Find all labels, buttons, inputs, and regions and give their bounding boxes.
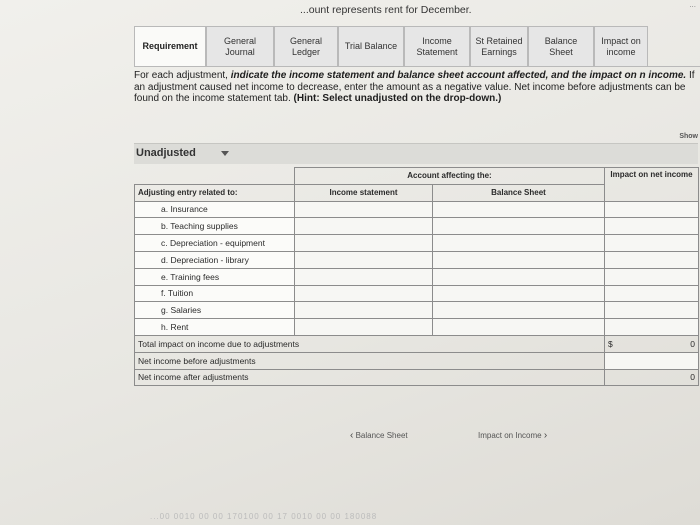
tab-trial-balance[interactable]: Trial Balance	[338, 26, 404, 66]
before-row	[135, 352, 699, 369]
impact-input[interactable]	[605, 319, 699, 336]
chevron-left-icon: ‹	[350, 430, 354, 441]
after-label: Net income after adjustments	[135, 369, 605, 386]
header-caption: ...ount represents rent for December.	[300, 4, 472, 16]
balance-account-select[interactable]	[433, 235, 605, 252]
impact-input[interactable]	[605, 268, 699, 285]
prev-tab-label: Balance Sheet	[355, 431, 408, 440]
view-dropdown[interactable]	[134, 143, 698, 164]
after-value: 0	[687, 369, 699, 386]
impact-input[interactable]	[605, 201, 699, 218]
before-label: Net income before adjustments	[135, 352, 605, 369]
impact-input[interactable]	[605, 285, 699, 302]
entry-label: a. Insurance	[135, 201, 295, 218]
income-account-select[interactable]	[295, 251, 433, 268]
instructions-hint: (Hint: Select unadjusted on the drop-down.)	[293, 93, 502, 104]
total-currency: $	[605, 335, 687, 352]
tab-requirement[interactable]: Requirement	[134, 26, 206, 66]
tab-st-retained-earnings[interactable]: St Retained Earnings	[470, 26, 528, 66]
col-impact-header: Impact on net income	[605, 168, 699, 202]
balance-account-select[interactable]	[433, 201, 605, 218]
table-row	[135, 218, 699, 235]
impact-input[interactable]	[605, 251, 699, 268]
instructions-lead: For each adjustment,	[134, 70, 231, 81]
entry-label: d. Depreciation - library	[135, 251, 295, 268]
table-row	[135, 201, 699, 218]
table-row	[135, 302, 699, 319]
chevron-down-icon[interactable]	[221, 151, 229, 156]
tab-general-ledger[interactable]: General Ledger	[274, 26, 338, 66]
adjustment-table	[134, 167, 699, 386]
income-account-select[interactable]	[295, 268, 433, 285]
total-value: 0	[687, 335, 699, 352]
income-account-select[interactable]	[295, 285, 433, 302]
balance-account-select[interactable]	[433, 302, 605, 319]
next-tab-label: Impact on Income	[478, 431, 542, 440]
balance-account-select[interactable]	[433, 285, 605, 302]
show-link[interactable]: Show	[679, 133, 698, 140]
chevron-right-icon: ›	[543, 430, 548, 441]
col-balance-header: Balance Sheet	[433, 184, 605, 201]
table-row	[135, 285, 699, 302]
tab-income-statement[interactable]: Income Statement	[404, 26, 470, 66]
entry-label: f. Tuition	[135, 285, 295, 302]
footer-text: ...00 0010 00 00 170100 00 17 0010 00 00 180088	[150, 512, 378, 521]
impact-input[interactable]	[605, 218, 699, 235]
net-income-before-input[interactable]	[605, 352, 699, 369]
entry-label: b. Teaching supplies	[135, 218, 295, 235]
dropdown-selected: Unadjusted	[136, 147, 196, 159]
after-blank	[605, 369, 687, 386]
header-blank	[135, 168, 295, 185]
instructions-bold: indicate the income statement and balance sheet account affected, and the impact on n income.	[230, 70, 687, 81]
tab-bar	[134, 26, 700, 67]
total-row	[135, 335, 699, 352]
group-header: Account affecting the:	[295, 168, 605, 185]
income-account-select[interactable]	[295, 235, 433, 252]
income-account-select[interactable]	[295, 302, 433, 319]
col-income-header: Income statement	[295, 184, 433, 201]
table-row	[135, 319, 699, 336]
income-account-select[interactable]	[295, 218, 433, 235]
income-account-select[interactable]	[295, 201, 433, 218]
balance-account-select[interactable]	[433, 218, 605, 235]
balance-account-select[interactable]	[433, 251, 605, 268]
header-corner: ...	[689, 0, 696, 9]
after-row	[135, 369, 699, 386]
tab-impact-on-income[interactable]: Impact on income	[594, 26, 648, 66]
entry-label: c. Depreciation - equipment	[135, 235, 295, 252]
entry-label: h. Rent	[135, 319, 295, 336]
entry-label: g. Salaries	[135, 302, 295, 319]
income-account-select[interactable]	[295, 319, 433, 336]
instructions-mid: If an adjustment caused net income to decrease, enter the amount as a negative value. Net income before adjustments can be found on the income statement tab.	[134, 70, 695, 104]
balance-account-select[interactable]	[433, 319, 605, 336]
table-row	[135, 251, 699, 268]
col-entry-header: Adjusting entry related to:	[135, 184, 295, 201]
tab-balance-sheet[interactable]: Balance Sheet	[528, 26, 594, 66]
entry-label: e. Training fees	[135, 268, 295, 285]
table-row	[135, 235, 699, 252]
prev-tab-button[interactable]	[350, 430, 408, 441]
next-tab-button[interactable]	[478, 430, 547, 441]
balance-account-select[interactable]	[433, 268, 605, 285]
tab-general-journal[interactable]: General Journal	[206, 26, 274, 66]
instructions	[134, 70, 700, 105]
impact-input[interactable]	[605, 235, 699, 252]
total-label: Total impact on income due to adjustments	[135, 335, 605, 352]
table-row	[135, 268, 699, 285]
impact-input[interactable]	[605, 302, 699, 319]
